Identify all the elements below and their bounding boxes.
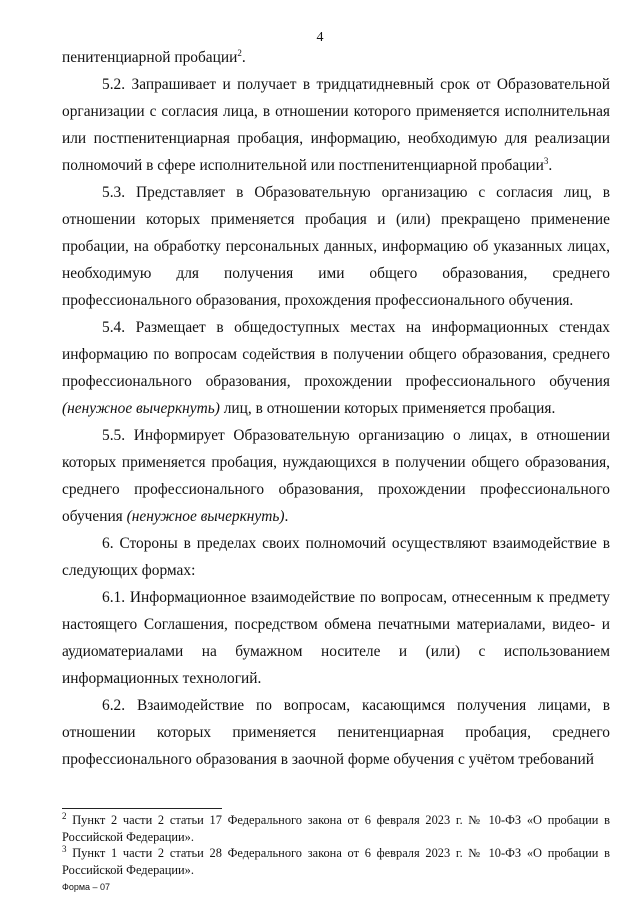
paragraph-5-3: 5.3. Представляет в Образовательную организацию с согласия лиц, в отношении которых применяется пробация и (или) прекращено применение пробации, на обработку персональных данных, информацию об указанных лицах, необходимую для получения ими общего образования, среднего профессионального образования, прохождения профессионального обучения.	[62, 184, 610, 309]
italic-note: (ненужное вычеркнуть)	[126, 508, 285, 525]
paragraph-tail: .	[241, 49, 246, 66]
paragraph-5-4	[62, 314, 610, 422]
footnote-2	[62, 812, 610, 845]
footnote-divider	[62, 808, 222, 809]
paragraph-text: 5.2. Запрашивает и получает в тридцатидневный срок от Образовательной организации с согласия лица, в отношении которого применяется исполнительная или постпенитенциарная пробация, информацию, необходимую для реализации полномочий в сфере исполнительной или постпенитенциарной пробации	[62, 76, 610, 174]
document-body	[62, 44, 610, 773]
paragraph-text: 5.5. Информирует Образовательную организацию о лицах, в отношении которых применяется пробация, нуждающихся в получении общего образования, среднего профессионального образования, прохождении профессионального обучения	[62, 427, 610, 525]
footnotes	[62, 812, 610, 878]
paragraph-tail: .	[284, 508, 289, 525]
footnote-text: Пункт 2 части 2 статьи 17 Федерального закона от 6 февраля 2023 г. № 10-ФЗ «О пробации в Российской Федерации».	[62, 813, 610, 844]
footnote-3	[62, 845, 610, 878]
footnote-text: Пункт 1 части 2 статьи 28 Федерального закона от 6 февраля 2023 г. № 10-ФЗ «О пробации в Российской Федерации».	[62, 846, 610, 877]
footnote-number: 3	[62, 843, 67, 854]
paragraph-6-2: 6.2. Взаимодействие по вопросам, касающимся получения лицами, в отношении которых применяется пенитенциарная пробация, среднего профессионального образования в заочной форме обучения с учётом требований	[62, 697, 610, 768]
paragraph-6: 6. Стороны в пределах своих полномочий осуществляют взаимодействие в следующих формах:	[62, 535, 610, 579]
page-number: 4	[316, 30, 324, 45]
paragraph-tail: .	[548, 157, 553, 174]
footnote-ref: 2	[237, 47, 242, 58]
paragraph-5-5	[62, 422, 610, 530]
footnote-ref: 3	[543, 155, 549, 166]
paragraph-5-2	[62, 71, 610, 179]
paragraph-text: пенитенциарной пробации	[62, 49, 238, 66]
paragraph-continuation	[62, 44, 610, 71]
italic-note: (ненужное вычеркнуть)	[62, 400, 220, 417]
form-label: Форма – 07	[62, 882, 111, 892]
paragraph-6-1: 6.1. Информационное взаимодействие по вопросам, отнесенным к предмету настоящего Соглашения, посредством обмена печатными материалами, видео- и аудиоматериалами на бумажном носителе и (или) с использованием информационных технологий.	[62, 589, 610, 687]
footnote-number: 2	[62, 810, 67, 821]
paragraph-tail: лиц, в отношении которых применяется пробация.	[219, 400, 556, 417]
paragraph-text: 5.4. Размещает в общедоступных местах на информационных стендах информацию по вопросам содействия в получении общего образования, среднего профессионального образования, прохождении профессионального обучения	[62, 319, 610, 390]
